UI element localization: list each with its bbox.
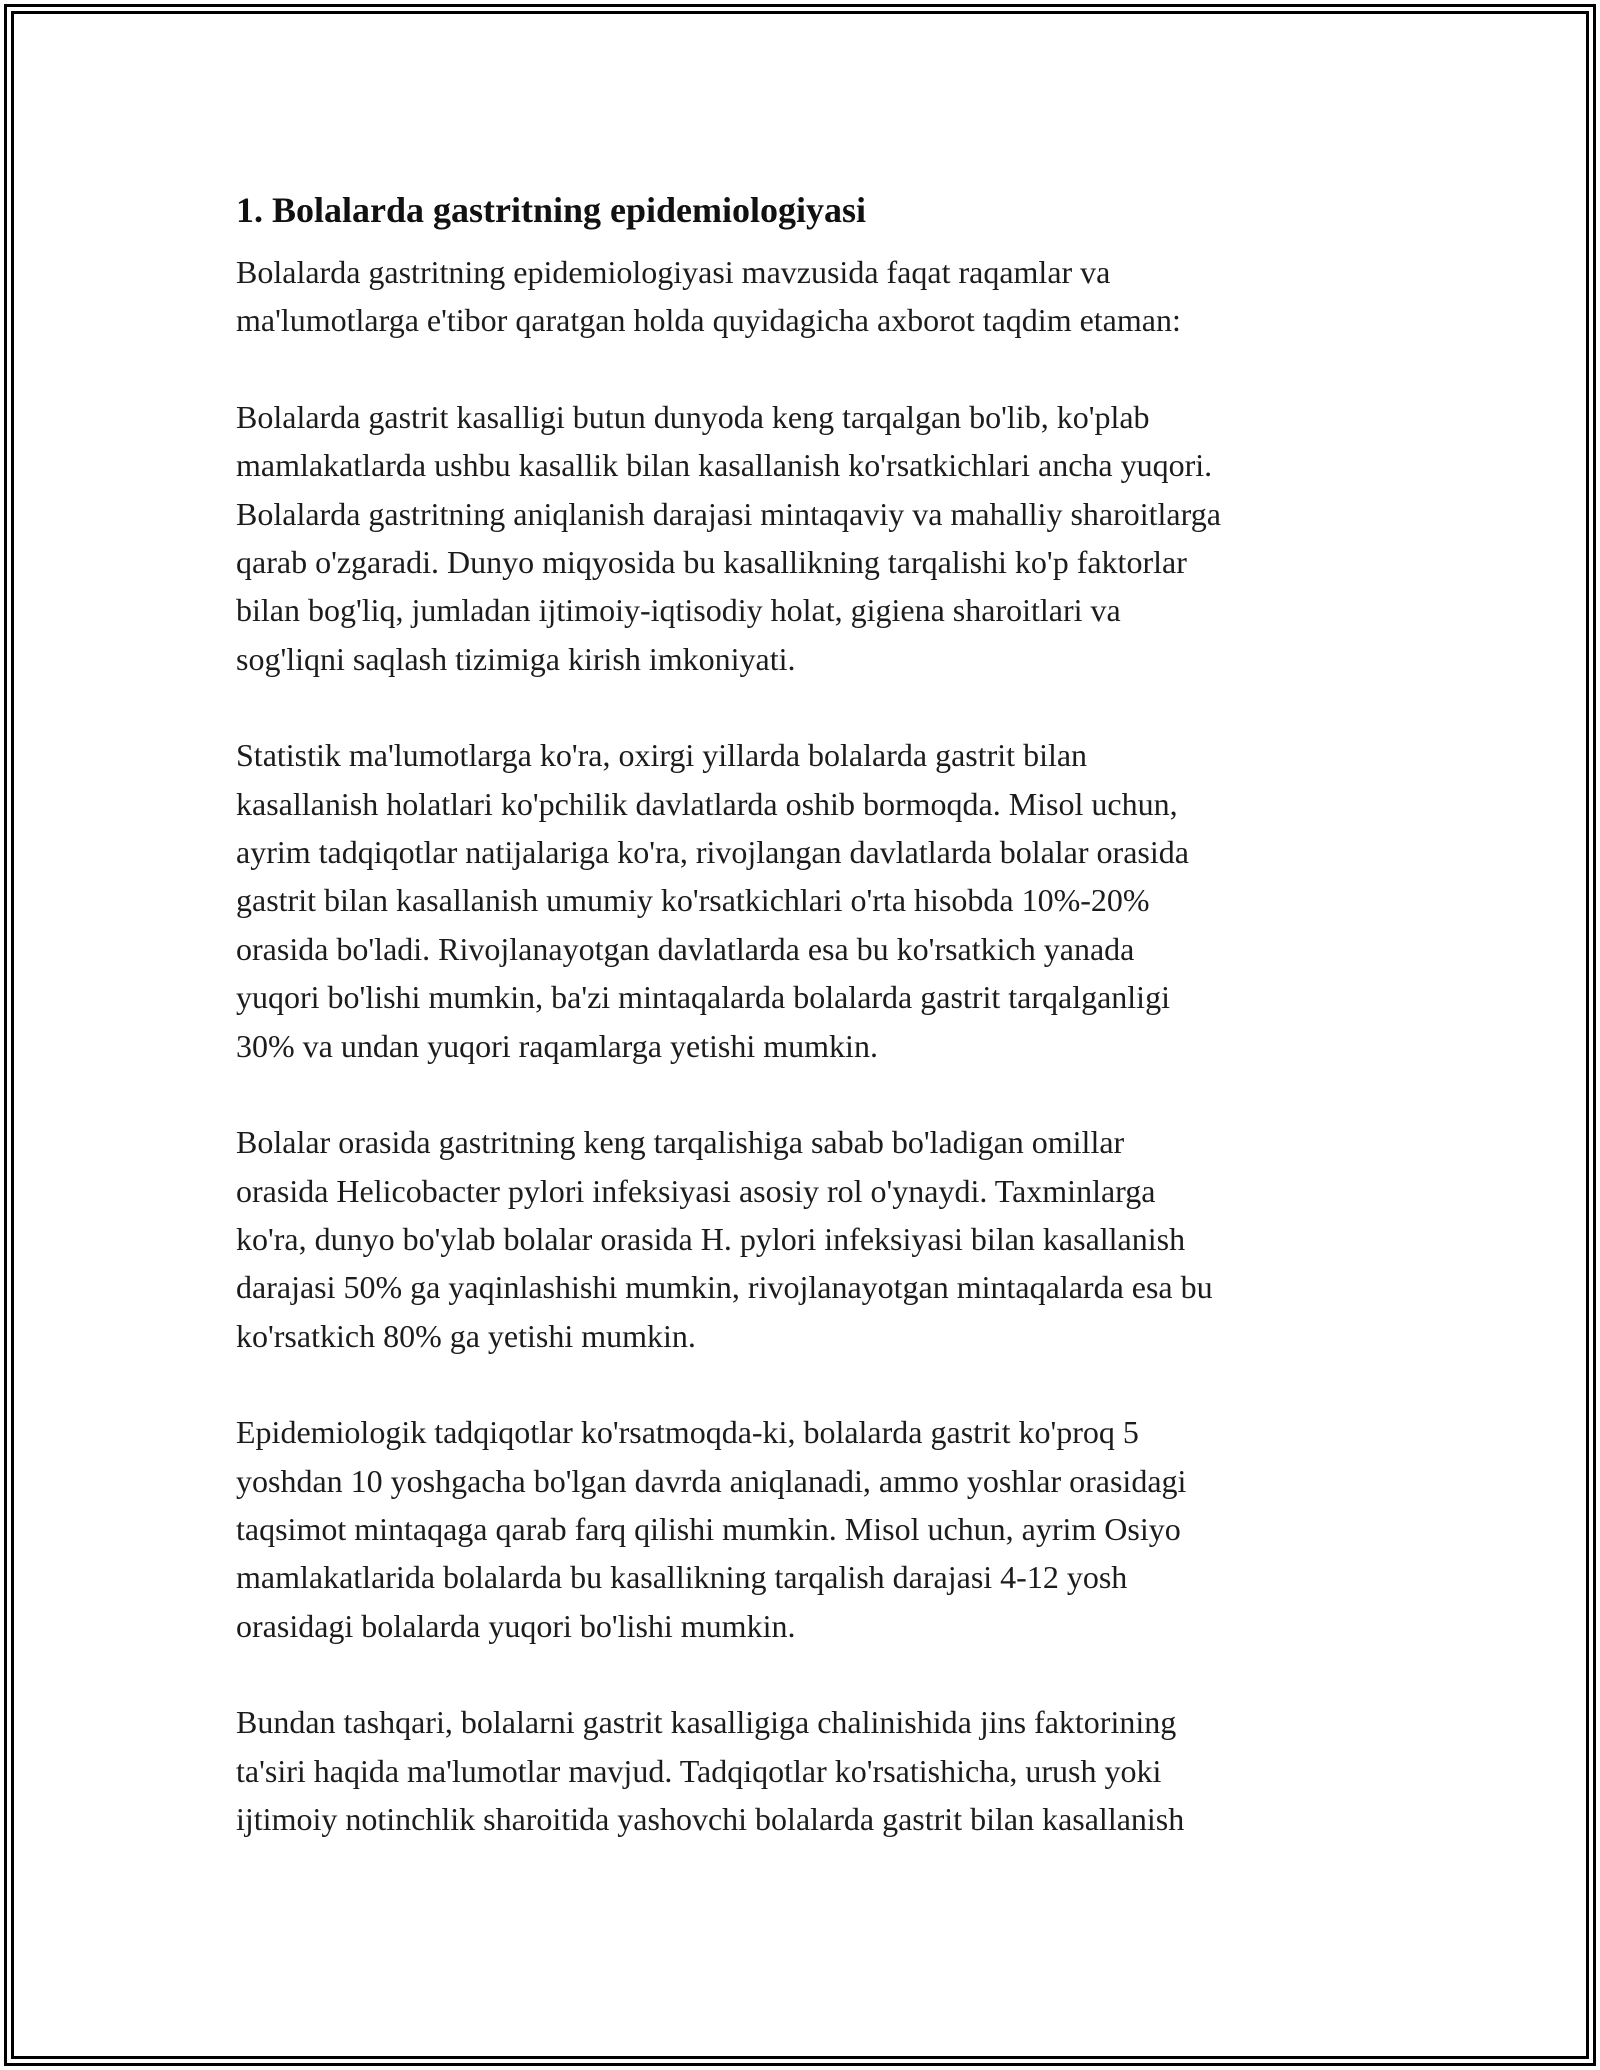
paragraph-h-pylori: Bolalar orasida gastritning keng tarqalishiga sabab bo'ladigan omillar orasida Helicobacter pylori infeksiyasi asosiy rol o'ynaydi. Taxminlarga ko'ra, dunyo bo'ylab bolalar orasida H. pylori infeksiyasi bilan kasallanish darajasi 50% ga yaqinlashishi mumkin, rivojlanayotgan mintaqalarda esa bu ko'rsatkich 80% ga yetishi mumkin. [236, 1124, 1213, 1354]
paragraph-gender-factor: Bundan tashqari, bolalarni gastrit kasalligiga chalinishida jins faktorining ta'siri haqida ma'lumotlar mavjud. Tadqiqotlar ko'rsatishicha, urush yoki ijtimoiy notinchlik sharoitida yashovchi bolalarda gastrit bilan kasallanish [236, 1704, 1185, 1837]
paragraph-age-distribution: Epidemiologik tadqiqotlar ko'rsatmoqda-ki, bolalarda gastrit ko'proq 5 yoshdan 10 yoshgacha bo'lgan davrda aniqlanadi, ammo yoshlar orasidagi taqsimot mintaqaga qarab farq qilishi mumkin. Misol uchun, ayrim Osiyo mamlakatlarida bolalarda bu kasallikning tarqalish darajasi 4-12 yosh orasidagi bolalarda yuqori bo'lishi mumkin. [236, 1414, 1187, 1644]
section-heading: 1. Bolalarda gastritning epidemiologiyasi [236, 190, 867, 230]
paragraph-intro: Bolalarda gastritning epidemiologiyasi mavzusida faqat raqamlar va ma'lumotlarga e'tibor qaratgan holda quyidagicha axborot taqdim etaman: [236, 254, 1181, 339]
paragraph-global-prevalence: Bolalarda gastrit kasalligi butun dunyoda keng tarqalgan bo'lib, ko'plab mamlakatlarda ushbu kasallik bilan kasallanish ko'rsatkichlari ancha yuqori. Bolalarda gastritning aniqlanish darajasi mintaqaviy va mahalliy sharoitlarga qarab o'zgaradi. Dunyo miqyosida bu kasallikning tarqalishi ko'p faktorlar bilan bog'liq, jumladan ijtimoiy-iqtisodiy holat, gigiena sharoitlari va sog'liqni saqlash tizimiga kirish imkoniyati. [236, 398, 1221, 677]
paragraph-statistics: Statistik ma'lumotlarga ko'ra, oxirgi yillarda bolalarda gastrit bilan kasallanish holatlari ko'pchilik davlatlarda oshib bormoqda. Misol uchun, ayrim tadqiqotlar natijalariga ko'ra, rivojlangan davlatlarda bolalar orasida gastrit bilan kasallanish umumiy ko'rsatkichlari o'rta hisobda 10%-20% orasida bo'ladi. Rivojlanayotgan davlatlarda esa bu ko'rsatkich yanada yuqori bo'lishi mumkin, ba'zi mintaqalarda bolalarda gastrit tarqalganligi 30% va undan yuqori raqamlarga yetishi mumkin. [236, 737, 1189, 1064]
document-body [236, 186, 1376, 1891]
